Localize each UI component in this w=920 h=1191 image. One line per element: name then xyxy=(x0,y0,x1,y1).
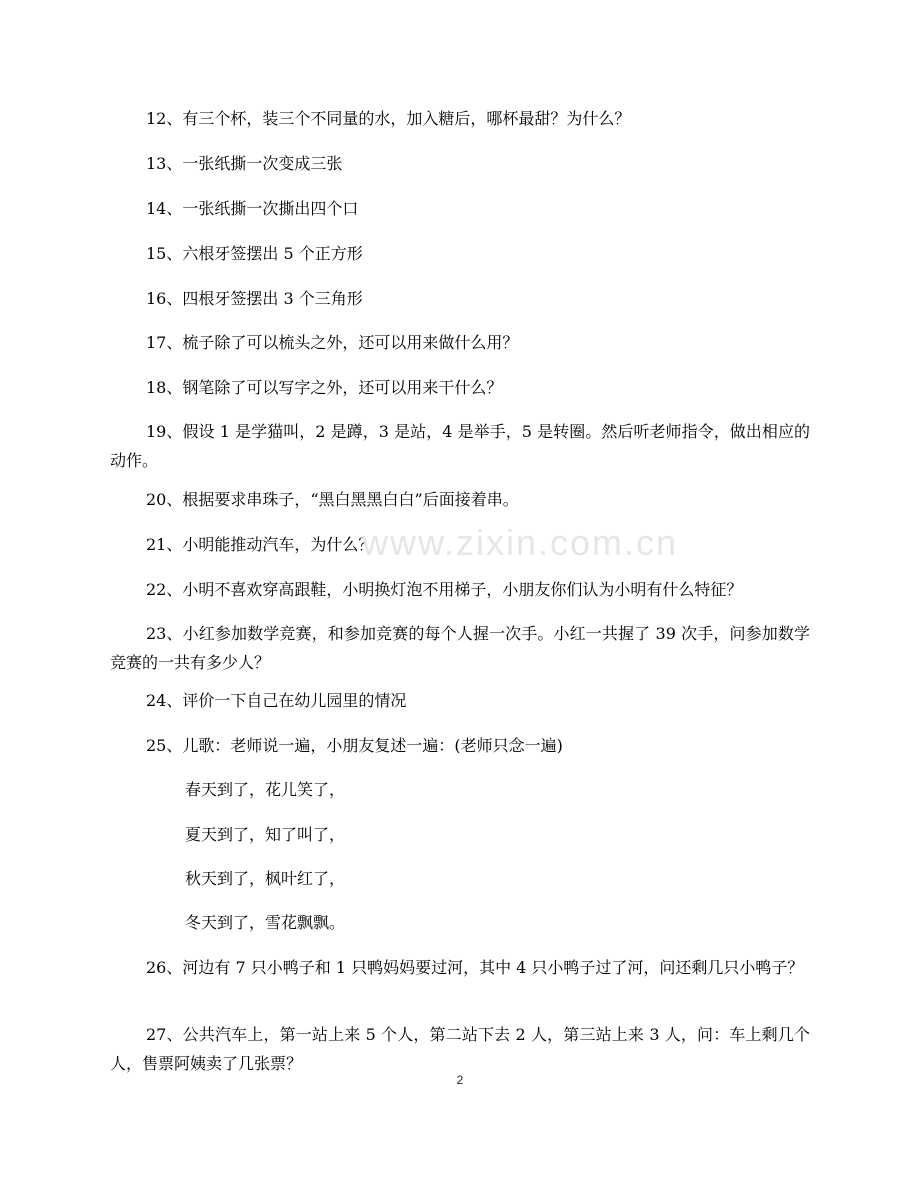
question-17: 17、梳子除了可以梳头之外，还可以用来做什么用？ xyxy=(146,333,519,352)
question-24: 24、评价一下自己在幼儿园里的情况 xyxy=(146,691,407,710)
question-13: 13、一张纸撕一次变成三张 xyxy=(146,154,343,173)
poem-line-summer: 夏天到了，知了叫了， xyxy=(185,825,346,844)
question-26: 26、河边有 7 只小鸭子和 1 只鸭妈妈要过河，其中 4 只小鸭子过了河，问还剩几只小鸭子？ xyxy=(146,958,804,977)
question-25: 25、儿歌：老师说一遍，小朋友复述一遍：(老师只念一遍) xyxy=(146,736,563,755)
question-15: 15、六根牙签摆出 5 个正方形 xyxy=(146,244,363,263)
question-21: 21、小明能推动汽车，为什么？ xyxy=(146,535,375,554)
question-19: 19、假设 1 是学猫叫，2 是蹲，3 是站，4 是举手，5 是转圈。然后听老师指令，做出相应的动作。 xyxy=(110,422,810,470)
poem-line-autumn: 秋天到了，枫叶红了， xyxy=(185,869,346,888)
question-14: 14、一张纸撕一次撕出四个口 xyxy=(146,199,359,218)
question-23: 23、小红参加数学竞赛，和参加竞赛的每个人握一次手。小红一共握了 39 次手，问参加数学竞赛的一共有多少人？ xyxy=(110,624,810,672)
page-number: 2 xyxy=(456,1073,464,1087)
question-27: 27、公共汽车上，第一站上来 5 个人，第二站下去 2 人，第三站上来 3 人，问：车上剩几个人，售票阿姨卖了几张票？ xyxy=(110,1025,810,1073)
question-16: 16、四根牙签摆出 3 个三角形 xyxy=(146,289,363,308)
question-12: 12、有三个杯，装三个不同量的水，加入糖后，哪杯最甜？为什么？ xyxy=(146,109,631,128)
question-22: 22、小明不喜欢穿高跟鞋，小明换灯泡不用梯子，小朋友你们认为小明有什么特征？ xyxy=(146,580,743,599)
question-20: 20、根据要求串珠子，“黑白黑黑白白”后面接着串。 xyxy=(146,490,519,509)
question-18: 18、钢笔除了可以写字之外，还可以用来干什么？ xyxy=(146,378,503,397)
watermark: www.zixin.com.cn xyxy=(362,522,679,563)
poem-line-spring: 春天到了，花儿笑了， xyxy=(185,780,346,799)
poem-line-winter: 冬天到了，雪花飘飘。 xyxy=(185,913,346,932)
